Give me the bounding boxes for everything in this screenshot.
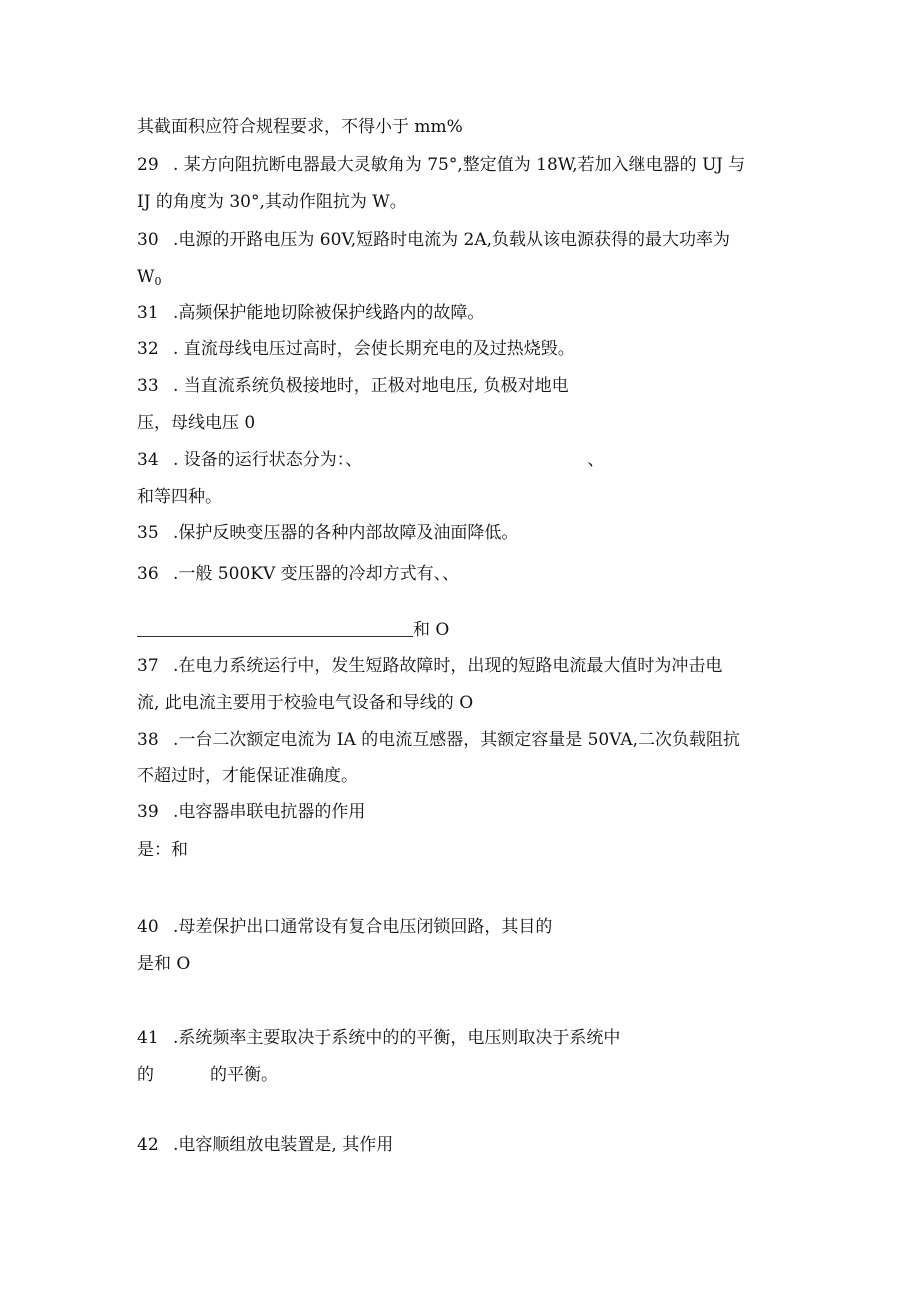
question-number: 40 — [137, 917, 159, 937]
question-number: 37 — [137, 656, 159, 676]
question-number: 35 — [137, 523, 159, 543]
question-38: 38 .一台二次额定电流为 IA 的电流互感器，其额定容量是 50VA,二次负载阻抗 — [137, 730, 741, 750]
question-number: 36 — [137, 564, 159, 584]
question-30-continuation: $W_0$ — [137, 267, 162, 288]
question-42: 42 .电容顺组放电装置是, 其作用 — [137, 1135, 394, 1155]
question-41: 41 .系统频率主要取决于系统中的的平衡，电压则取决于系统中 — [137, 1028, 621, 1048]
question-32: 32 . 直流母线电压过高时，会使长期充电的及过热烧毁。 — [137, 339, 575, 359]
question-36: 36 .一般 500KV 变压器的冷却方式有、、 — [137, 564, 460, 584]
question-number: 32 — [137, 339, 159, 359]
question-39: 39 .电容器串联电抗器的作用 — [137, 802, 366, 822]
question-number: 34 — [137, 450, 159, 470]
question-40-continuation: 是和 O — [137, 954, 191, 974]
question-33: 33 . 当直流系统负极接地时，正极对地电压, 负极对地电 — [137, 376, 569, 396]
question-number: 39 — [137, 802, 159, 822]
question-number: 38 — [137, 730, 159, 750]
question-30: 30 .电源的开路电压为 60V,短路时电流为 2A,负载从该电源获得的最大功率为 — [137, 230, 731, 250]
question-34: 34 . 设备的运行状态分为：、 、 — [137, 450, 605, 470]
question-35: 35 .保护反映变压器的各种内部故障及油面降低。 — [137, 523, 519, 543]
question-number: 29 — [137, 155, 159, 175]
question-number: 31 — [137, 303, 159, 323]
question-39-continuation: 是：和 — [137, 840, 188, 860]
question-33-continuation: 压，母线电压 0 — [137, 413, 256, 433]
question-number: 42 — [137, 1135, 159, 1155]
question-number: 30 — [137, 230, 159, 250]
question-38-continuation: 不超过时，才能保证准确度。 — [137, 766, 358, 786]
question-number: 41 — [137, 1028, 159, 1048]
question-number: 33 — [137, 376, 159, 396]
question-37: 37 .在电力系统运行中，发生短路故障时，出现的短路电流最大值时为冲击电 — [137, 656, 723, 676]
question-29-continuation: IJ 的角度为 30°,其动作阻抗为 W。 — [137, 192, 407, 212]
question-29: 29 . 某方向阻抗断电器最大灵敏角为 75°,整定值为 18W,若加入继电器的 UJ 与 — [137, 155, 746, 175]
question-34-continuation: 和等四种。 — [137, 487, 222, 507]
line-continuation-28: 其截面积应符合规程要求，不得小于 mm% — [137, 117, 463, 137]
question-37-continuation: 流, 此电流主要用于校验电气设备和导线的 O — [137, 693, 474, 713]
question-36-continuation: 和 O — [137, 619, 449, 641]
question-40: 40 .母差保护出口通常设有复合电压闭锁回路，其目的 — [137, 917, 553, 937]
question-41-continuation: 的 的平衡。 — [137, 1065, 278, 1085]
question-31: 31 .高频保护能地切除被保护线路内的故障。 — [137, 303, 485, 323]
answer-blank — [137, 620, 413, 637]
